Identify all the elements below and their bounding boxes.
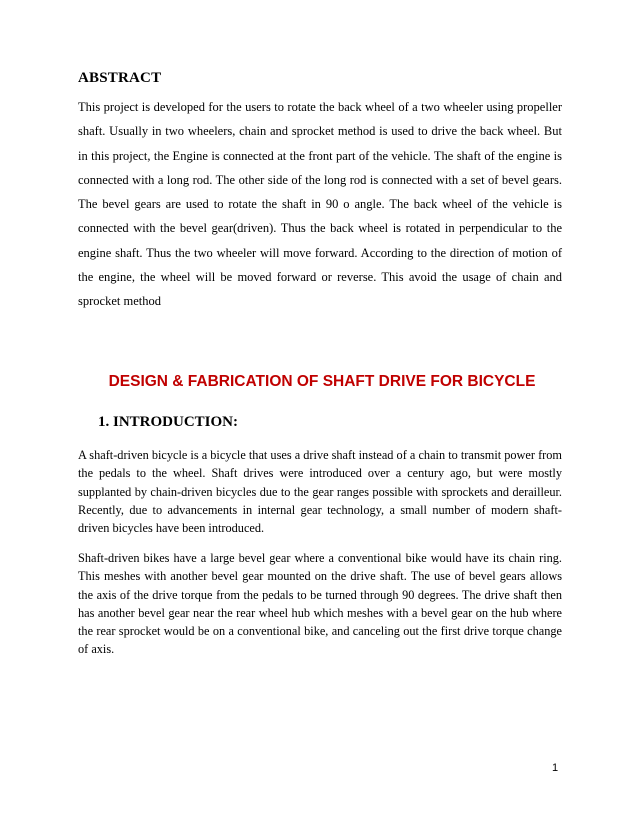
page-number: 1 bbox=[552, 762, 559, 774]
introduction-heading: 1. INTRODUCTION: bbox=[98, 414, 239, 430]
document-title: DESIGN & FABRICATION OF SHAFT DRIVE FOR BICYCLE bbox=[108, 373, 536, 390]
abstract-body: This project is developed for the users to rotate the back wheel of a two wheeler using propeller shaft. Usually in two wheelers, chain and sprocket method is used to drive the back wheel. But in this project, the Engine is connected at the front part of the vehicle. The shaft of the engine is connected with a long rod. The other side of the long rod is connected with a set of bevel gears. The bevel gears are used to rotate the shaft in 90 o angle. The back wheel of the vehicle is connected with the bevel gear(driven). Thus the back wheel is rotated in perpendicular to the engine shaft. Thus the two wheeler will move forward. According to the direction of motion of the engine, the wheel will be moved forward or reverse. This avoid the usage of chain and sprocket method bbox=[78, 100, 562, 309]
introduction-paragraph-1: A shaft-driven bicycle is a bicycle that uses a drive shaft instead of a chain to transmit power from the pedals to the wheel. Shaft drives were introduced over a century ago, but were mostly supplanted by chain-driven bicycles due to the gear ranges possible with sprockets and derailleur. Recently, due to advancements in internal gear technology, a small number of modern shaft-driven bicycles have been introduced. bbox=[78, 448, 562, 536]
abstract-heading: ABSTRACT bbox=[78, 70, 162, 86]
introduction-paragraph-2: Shaft-driven bikes have a large bevel gear where a conventional bike would have its chain ring. This meshes with another bevel gear mounted on the drive shaft. The use of bevel gears allows the axis of the drive torque from the pedals to be turned through 90 degrees. The drive shaft then has another bevel gear near the rear wheel hub which meshes with a bevel gear on the hub where the rear sprocket would be on a conventional bike, and canceling out the first drive torque change of axis. bbox=[78, 551, 562, 657]
